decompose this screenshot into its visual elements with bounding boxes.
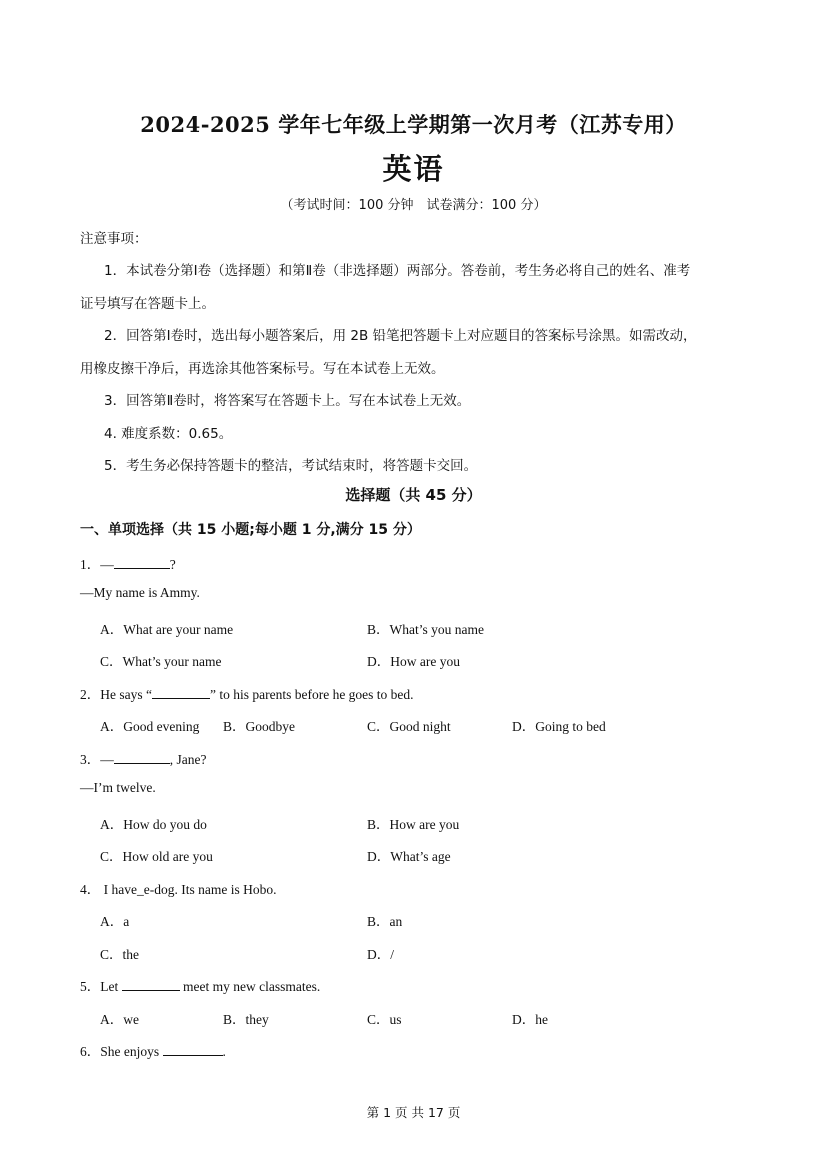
question-2-option-b: B．Goodbye: [223, 719, 295, 734]
question-4-option-b: B．an: [367, 914, 403, 929]
question-1-option-a: A．What are your name: [100, 622, 234, 637]
question-4-option-d: D．/: [367, 947, 394, 962]
question-4-option-a: A．a: [100, 914, 130, 929]
note-item-2-line-1: 2．回答第Ⅰ卷时，选出每小题答案后，用 2B 铅笔把答题卡上对应题目的答案标号涂黑。如需改动，: [104, 328, 697, 344]
subject-title: 英语: [382, 152, 445, 186]
question-1-option-d: D．How are you: [367, 654, 460, 669]
note-item-5: 5．考生务必保持答题卡的整洁，考试结束时，将答题卡交回。: [104, 458, 478, 474]
answer-blank: [122, 978, 180, 991]
question-3-reply: —I’m twelve.: [80, 780, 156, 795]
answer-blank: [163, 1043, 223, 1056]
question-4-option-c: C．the: [100, 947, 139, 962]
question-3-option-b: B．How are you: [367, 817, 460, 832]
question-2-option-a: A．Good evening: [100, 719, 200, 734]
question-1-option-c: C．What’s your name: [100, 654, 222, 669]
part-one-heading: 一、单项选择（共 15 小题;每小题 1 分,满分 15 分）: [80, 522, 421, 538]
answer-blank: [114, 751, 170, 764]
question-5-option-c: C．us: [367, 1012, 402, 1027]
question-3-option-c: C．How old are you: [100, 849, 213, 864]
exam-duration-score: （考试时间：100 分钟 试卷满分：100 分）: [280, 198, 547, 213]
note-item-4: 4. 难度系数：0.65。: [104, 426, 233, 442]
question-5-stem: 5．Let meet my new classmates.: [80, 979, 321, 994]
note-item-3: 3．回答第Ⅱ卷时，将答案写在答题卡上。写在本试卷上无效。: [104, 393, 471, 409]
exam-title: 2024-2025 学年七年级上学期第一次月考（江苏专用）: [140, 112, 687, 137]
answer-blank: [114, 556, 170, 569]
section-heading: 选择题（共 45 分）: [345, 486, 482, 504]
question-4-stem: 4． I have_e-dog. Its name is Hobo.: [80, 882, 277, 897]
question-2-option-c: C．Good night: [367, 719, 451, 734]
question-5-option-d: D．he: [512, 1012, 548, 1027]
note-item-2-line-2: 用橡皮擦干净后，再选涂其他答案标号。写在本试卷上无效。: [80, 361, 445, 377]
question-2-stem: 2．He says “ ” to his parents before he goes to bed.: [80, 687, 414, 702]
notes-heading: 注意事项：: [80, 231, 148, 247]
page-number: 第 1 页 共 17 页: [366, 1105, 461, 1120]
question-3-option-d: D．What’s age: [367, 849, 451, 864]
question-2-option-d: D．Going to bed: [512, 719, 606, 734]
question-3-stem: 3．— , Jane?: [80, 752, 207, 767]
question-1-stem: 1．— ?: [80, 557, 176, 572]
note-item-1-line-1: 1．本试卷分第Ⅰ卷（选择题）和第Ⅱ卷（非选择题）两部分。答卷前，考生务必将自己的姓名、准考: [104, 263, 691, 279]
note-item-1-line-2: 证号填写在答题卡上。: [80, 296, 215, 312]
question-1-option-b: B．What’s you name: [367, 622, 484, 637]
question-6-stem: 6．She enjoys .: [80, 1044, 226, 1059]
answer-blank: [152, 686, 210, 699]
question-3-option-a: A．How do you do: [100, 817, 207, 832]
question-5-option-b: B．they: [223, 1012, 269, 1027]
question-5-option-a: A．we: [100, 1012, 139, 1027]
question-1-reply: —My name is Ammy.: [80, 585, 200, 600]
